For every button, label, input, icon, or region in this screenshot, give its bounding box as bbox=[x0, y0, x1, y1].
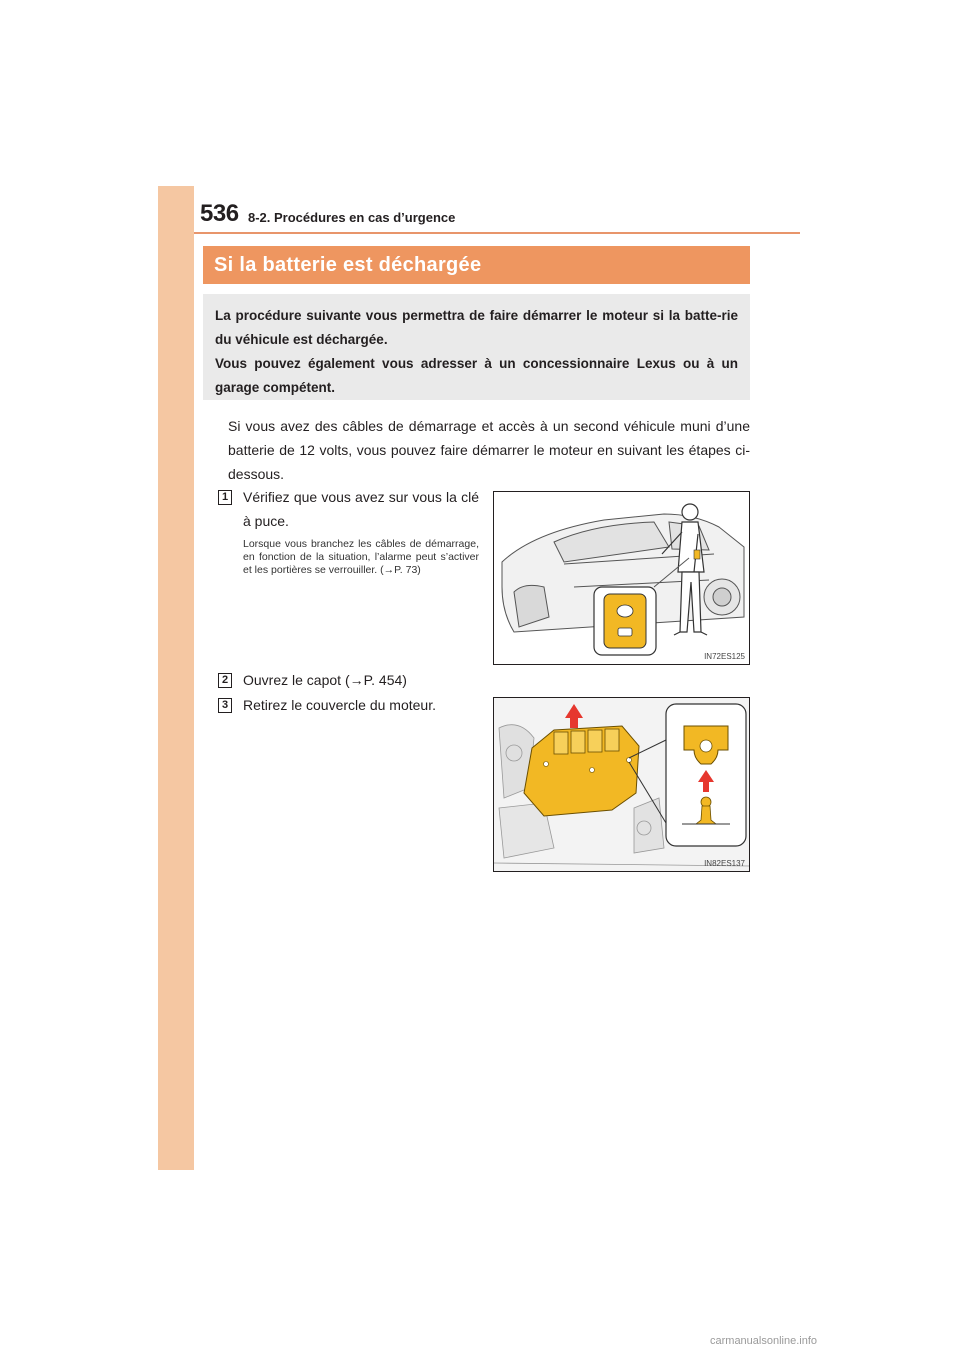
intro-line-1: La procédure suivante vous permettra de faire démarrer le moteur si la batte-rie du véhicule est déchargée. bbox=[215, 308, 738, 347]
intro-line-2: Vous pouvez également vous adresser à un concessionnaire Lexus ou à un garage compétent. bbox=[215, 356, 738, 395]
step-1-number: 1 bbox=[218, 490, 232, 505]
step-2-text: Ouvrez le capot (→P. 454) bbox=[243, 672, 407, 688]
body-paragraph: Si vous avez des câbles de démarrage et accès à un second véhicule muni d’une batterie de 12 volts, vous pouvez faire démarrer le moteur en suivant les étapes ci-dessous. bbox=[228, 418, 750, 482]
step-1-text: Vérifiez que vous avez sur vous la clé à puce. bbox=[243, 489, 479, 529]
figure-engine-cover bbox=[493, 697, 750, 872]
step-1-note: Lorsque vous branchez les câbles de démarrage, en fonction de la situation, l’alarme peut s’activer et les portières se verrouiller. (→P. 73) bbox=[243, 538, 479, 576]
figure-smart-key bbox=[493, 491, 750, 665]
step-2-number: 2 bbox=[218, 673, 232, 688]
intro-box bbox=[203, 294, 750, 400]
figure-1-code: IN72ES125 bbox=[704, 652, 745, 661]
step-3-text: Retirez le couvercle du moteur. bbox=[243, 697, 436, 713]
car-and-person-illustration bbox=[494, 492, 750, 665]
chapter-sidebar-tab bbox=[158, 186, 194, 1170]
page-number: 536 bbox=[200, 200, 239, 227]
engine-cover-illustration bbox=[494, 698, 750, 872]
header-divider bbox=[194, 232, 800, 234]
figure-2-code: IN82ES137 bbox=[704, 859, 745, 868]
watermark: carmanualsonline.info bbox=[710, 1335, 818, 1347]
step-3-number: 3 bbox=[218, 698, 232, 713]
page-title: Si la batterie est déchargée bbox=[203, 246, 750, 284]
section-heading: 8-2. Procédures en cas d’urgence bbox=[248, 210, 456, 225]
